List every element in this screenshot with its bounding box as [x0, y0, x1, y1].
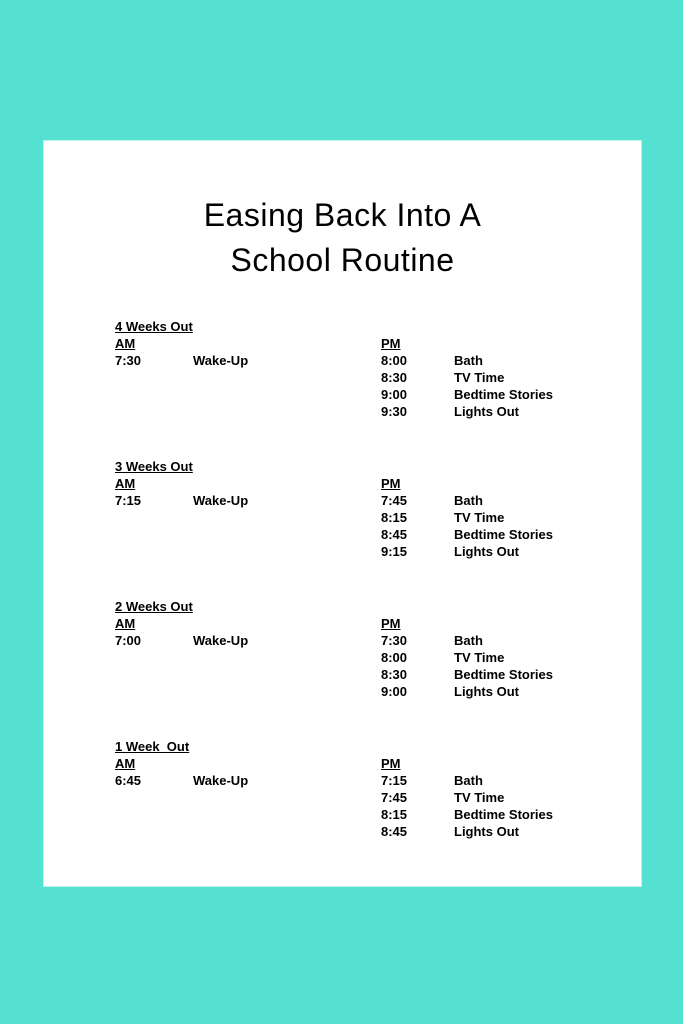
pm-label: PM	[381, 336, 401, 351]
schedule-row	[381, 492, 641, 509]
page-title-line-1: Easing Back Into A	[203, 197, 482, 233]
pm-column	[381, 335, 641, 420]
pm-label: PM	[381, 476, 401, 491]
time-cell: 6:45	[115, 773, 142, 788]
activity-cell: TV Time	[454, 650, 505, 665]
time-cell: 8:45	[381, 824, 408, 839]
activity-cell: Wake-Up	[193, 773, 249, 788]
time-cell: 8:30	[381, 667, 408, 682]
time-cell: 7:30	[381, 633, 408, 648]
time-cell: 9:00	[381, 684, 408, 699]
time-cell: 7:45	[381, 493, 408, 508]
time-cell: 8:45	[381, 527, 408, 542]
schedule-row	[115, 772, 381, 789]
section-heading: 3 Weeks Out	[115, 459, 193, 474]
time-cell: 8:15	[381, 510, 408, 525]
time-cell: 9:00	[381, 387, 408, 402]
schedule-row	[381, 352, 641, 369]
activity-cell: Bath	[454, 493, 483, 508]
section-columns	[115, 755, 641, 840]
schedule-row	[381, 632, 641, 649]
pm-label: PM	[381, 756, 401, 771]
section-2-weeks-out	[115, 598, 641, 700]
pm-column	[381, 615, 641, 700]
section-columns	[115, 615, 641, 700]
schedule-row	[381, 386, 641, 403]
pm-column	[381, 755, 641, 840]
schedule-row	[381, 666, 641, 683]
am-column	[115, 475, 381, 560]
section-columns	[115, 335, 641, 420]
section-heading: 2 Weeks Out	[115, 599, 193, 614]
schedule-row	[381, 772, 641, 789]
activity-cell: Lights Out	[454, 404, 519, 419]
activity-cell: Bedtime Stories	[454, 527, 553, 542]
section-columns	[115, 475, 641, 560]
activity-cell: Bedtime Stories	[454, 387, 553, 402]
time-cell: 7:15	[115, 493, 142, 508]
section-heading: 4 Weeks Out	[115, 319, 193, 334]
time-cell: 8:00	[381, 650, 408, 665]
activity-cell: Bath	[454, 773, 483, 788]
am-column	[115, 755, 381, 840]
am-label: AM	[115, 616, 136, 631]
schedule-sections	[115, 318, 641, 840]
time-cell: 8:15	[381, 807, 408, 822]
activity-cell: Bath	[454, 353, 483, 368]
section-3-weeks-out	[115, 458, 641, 560]
section-4-weeks-out	[115, 318, 641, 420]
document-page	[44, 141, 641, 886]
time-cell: 7:15	[381, 773, 408, 788]
page-title	[44, 193, 641, 283]
activity-cell: Wake-Up	[193, 493, 249, 508]
am-label: AM	[115, 756, 136, 771]
section-heading: 1 Week Out	[115, 739, 190, 754]
time-cell: 9:30	[381, 404, 408, 419]
schedule-row	[115, 632, 381, 649]
schedule-row	[381, 649, 641, 666]
activity-cell: Lights Out	[454, 544, 519, 559]
activity-cell: Bath	[454, 633, 483, 648]
am-column	[115, 335, 381, 420]
schedule-row	[115, 492, 381, 509]
schedule-row	[381, 403, 641, 420]
time-cell: 8:30	[381, 370, 408, 385]
schedule-row	[381, 823, 641, 840]
activity-cell: Wake-Up	[193, 353, 249, 368]
activity-cell: Lights Out	[454, 684, 519, 699]
pm-label: PM	[381, 616, 401, 631]
schedule-row	[381, 543, 641, 560]
activity-cell: TV Time	[454, 370, 505, 385]
schedule-row	[381, 369, 641, 386]
schedule-row	[115, 352, 381, 369]
am-label: AM	[115, 336, 136, 351]
page-title-line-2: School Routine	[230, 242, 455, 278]
time-cell: 8:00	[381, 353, 408, 368]
activity-cell: TV Time	[454, 790, 505, 805]
time-cell: 9:15	[381, 544, 408, 559]
activity-cell: Bedtime Stories	[454, 667, 553, 682]
schedule-row	[381, 683, 641, 700]
am-label: AM	[115, 476, 136, 491]
am-column	[115, 615, 381, 700]
activity-cell: TV Time	[454, 510, 505, 525]
time-cell: 7:30	[115, 353, 142, 368]
section-1-week-out	[115, 738, 641, 840]
activity-cell: Bedtime Stories	[454, 807, 553, 822]
pm-column	[381, 475, 641, 560]
time-cell: 7:00	[115, 633, 142, 648]
schedule-row	[381, 789, 641, 806]
schedule-row	[381, 509, 641, 526]
activity-cell: Wake-Up	[193, 633, 249, 648]
activity-cell: Lights Out	[454, 824, 519, 839]
schedule-row	[381, 526, 641, 543]
time-cell: 7:45	[381, 790, 408, 805]
schedule-row	[381, 806, 641, 823]
